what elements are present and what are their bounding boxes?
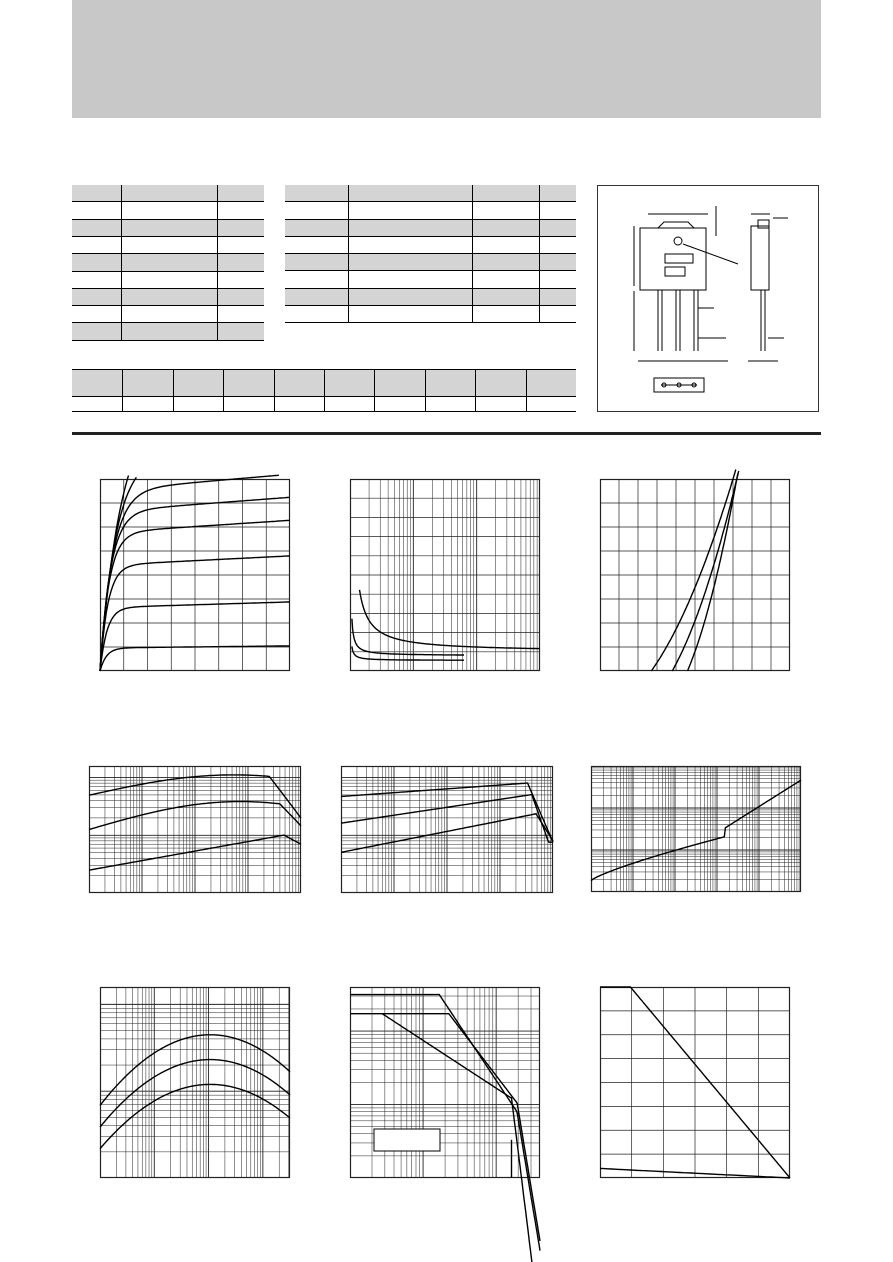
- header-band: [72, 0, 821, 118]
- table-row: [72, 254, 264, 271]
- chart-frame: [592, 767, 801, 892]
- chart-frame: [101, 988, 290, 1178]
- series-line: [352, 646, 464, 660]
- table-row: [72, 185, 264, 202]
- series-line: [100, 1035, 290, 1106]
- bottom-view-outline-icon: [654, 378, 704, 392]
- table-row: [285, 185, 576, 202]
- chart-transfer-characteristics: [600, 479, 790, 671]
- table-rule: [285, 322, 576, 323]
- table-column-rule: [472, 185, 473, 323]
- series-line: [100, 1060, 290, 1127]
- table-row: [72, 237, 264, 254]
- table-rule: [72, 411, 576, 412]
- table-column-rule: [526, 369, 527, 411]
- table-column-rule: [475, 369, 476, 411]
- table-rule: [72, 340, 264, 341]
- table-column-rule: [274, 369, 275, 411]
- table-row: [285, 271, 576, 288]
- table-column-rule: [539, 185, 540, 323]
- table-column-rule: [223, 369, 224, 411]
- table-row: [285, 202, 576, 219]
- chart-output-characteristics: [100, 479, 290, 671]
- chart-safe-operating-area: [350, 987, 540, 1178]
- table-row: [72, 272, 264, 289]
- table-row: [72, 323, 264, 340]
- package-outline-box: [597, 185, 819, 412]
- table-row: [285, 289, 576, 306]
- chart-dc-current-gain-a: [89, 766, 301, 893]
- series-line: [651, 470, 736, 672]
- table-row: [72, 220, 264, 237]
- series-line: [672, 471, 739, 671]
- side-view-outline-icon: [748, 214, 788, 361]
- table-column-rule: [121, 185, 122, 341]
- table-row: [72, 306, 264, 323]
- table-column-rule: [374, 369, 375, 411]
- legend-box: [374, 1129, 440, 1151]
- table-row: [72, 202, 264, 219]
- classification-table: [72, 369, 576, 413]
- table-column-rule: [173, 369, 174, 411]
- section-divider: [72, 432, 821, 435]
- chart-saturation-characteristics: [350, 479, 540, 671]
- characteristics-table: [285, 185, 576, 323]
- ratings-table: [72, 185, 264, 341]
- table-row: [285, 254, 576, 271]
- series-line: [360, 590, 541, 649]
- chart-power-derating: [600, 987, 790, 1178]
- table-row: [285, 306, 576, 323]
- table-column-rule: [425, 369, 426, 411]
- chart-thermal-resistance: [591, 766, 801, 892]
- series-line: [352, 619, 464, 655]
- table-row: [285, 220, 576, 237]
- package-drawing: [598, 186, 820, 413]
- table-column-rule: [324, 369, 325, 411]
- table-row: [285, 237, 576, 254]
- front-view-outline-icon: [634, 206, 738, 361]
- table-column-rule: [122, 369, 123, 411]
- chart-dc-current-gain-b: [341, 766, 553, 893]
- table-column-rule: [348, 185, 349, 323]
- table-row: [72, 289, 264, 306]
- series-line: [100, 1084, 290, 1148]
- table-column-rule: [217, 185, 218, 341]
- chart-transition-frequency: [100, 987, 290, 1178]
